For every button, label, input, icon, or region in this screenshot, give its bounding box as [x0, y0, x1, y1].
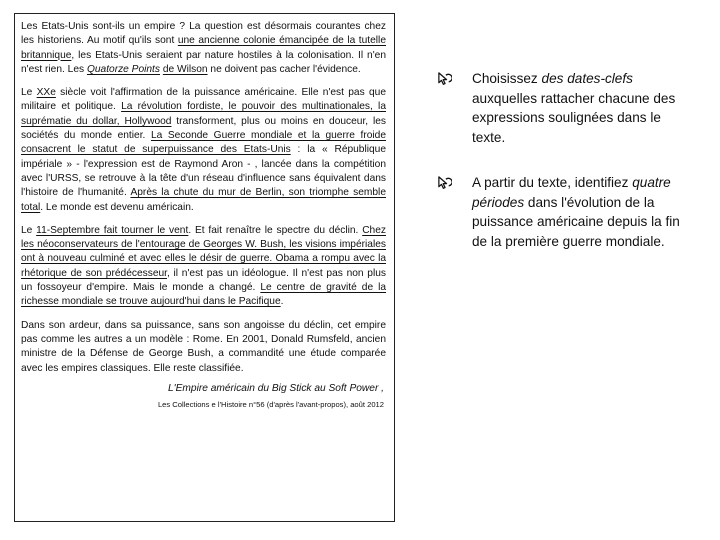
mouse-cursor-icon: [437, 69, 455, 89]
underlined-expression: Chez les néoconservateurs de l'entourage de Georges W. Bush, les visions impériales ont à nouveau culminé et avec elles le désir de guerre. Obama a rompu avec la rhétorique de son prédécesseur: [21, 224, 386, 279]
underlined-expression: de Wilson: [162, 63, 208, 75]
question-2-text: [455, 173, 687, 251]
text-excerpt-box: [14, 13, 395, 522]
underlined-expression: La Seconde Guerre mondiale et la guerre froide consacrent le statut de superpuissance des Etats-Unis: [21, 130, 386, 156]
text-run: ne doivent pas cacher l'évidence.: [207, 63, 361, 75]
mouse-cursor-icon: [437, 173, 455, 193]
text-run: dans l'évolution de la puissance américaine depuis la fin de la première guerre mondiale.: [472, 194, 680, 249]
question-2: [437, 173, 687, 251]
text-run: Le: [21, 87, 37, 99]
text-run: . Le monde est devenu américain.: [40, 201, 194, 213]
citation-title: L'Empire américain du Big Stick au Soft Power ,: [168, 382, 384, 394]
citation-source: Les Collections e l'Histoire n°56 (d'après l'avant-propos), août 2012: [157, 399, 384, 409]
text-run: auxquelles rattacher chacune des expressions soulignées dans le texte.: [472, 90, 676, 145]
text-run: .: [280, 296, 284, 308]
text-run: , il n'est pas un idéologue. Il n'est pas non plus un fossoyeur d'empire. Mais le monde a changé.: [21, 267, 386, 294]
text-run: Dans son ardeur, dans sa puissance, sans son angoisse du déclin, cet empire pas comme les autres a un modèle : Rome. En 2001, Donald Rumsfeld, ancien ministre de la Défense de George Bush, a commandité une étude comparée avec les empires classiques. Elle reste classifiée.: [21, 319, 386, 374]
question-1-text: [455, 69, 687, 147]
paragraph-1: [21, 20, 386, 77]
text-run: Le: [21, 224, 37, 236]
question-1: [437, 69, 687, 147]
underlined-expression: Après la chute du mur de Berlin, son triomphe semble total: [21, 187, 386, 213]
text-run: . Et fait renaître le spectre du déclin.: [188, 224, 363, 236]
text-run: : la « République impériale » - l'expression est de Raymond Aron - , lancée dans la compétition avec l'URSS, se retrouve à la tête d'un réseau d'influence sans équivalent dans l'histoire de l'humanité.: [21, 144, 387, 199]
paragraph-3: [21, 224, 386, 310]
underlined-expression: une ancienne colonie émancipée de la tutelle britannique: [21, 35, 386, 61]
text-run: quatre périodes: [472, 175, 671, 210]
text-run: , les Etats-Unis seraient par nature hostiles à la colonisation. Il n'en n'est rien. Les: [21, 49, 386, 75]
text-run: transforment, plus ou moins en douceur, les sociétés du monde entier.: [21, 115, 387, 142]
text-run: A partir du texte, identifiez: [472, 175, 633, 190]
underlined-expression: Quatorze Points: [86, 63, 160, 75]
underlined-expression: XXe: [36, 87, 56, 99]
text-run: Les Etats-Unis sont-ils un empire ? La question est désormais courantes chez les historiens. Au motif qu'ils sont: [21, 21, 386, 47]
underlined-expression: 11-Septembre fait tourner le vent: [36, 224, 189, 236]
text-run: Choisissez: [472, 71, 542, 86]
text-run: siècle voit l'affirmation de la puissance américaine. Elle n'est pas que militaire et politique.: [21, 87, 386, 113]
paragraph-4: [21, 319, 386, 376]
underlined-expression: Le centre de gravité de la richesse mondiale se trouve aujourd'hui dans le Pacifique: [21, 282, 387, 308]
text-run: des dates-clefs: [541, 71, 633, 86]
paragraph-2: [21, 86, 386, 215]
underlined-expression: La révolution fordiste, le pouvoir des multinationales, la suprématie du dollar, Hollywood: [21, 101, 386, 127]
